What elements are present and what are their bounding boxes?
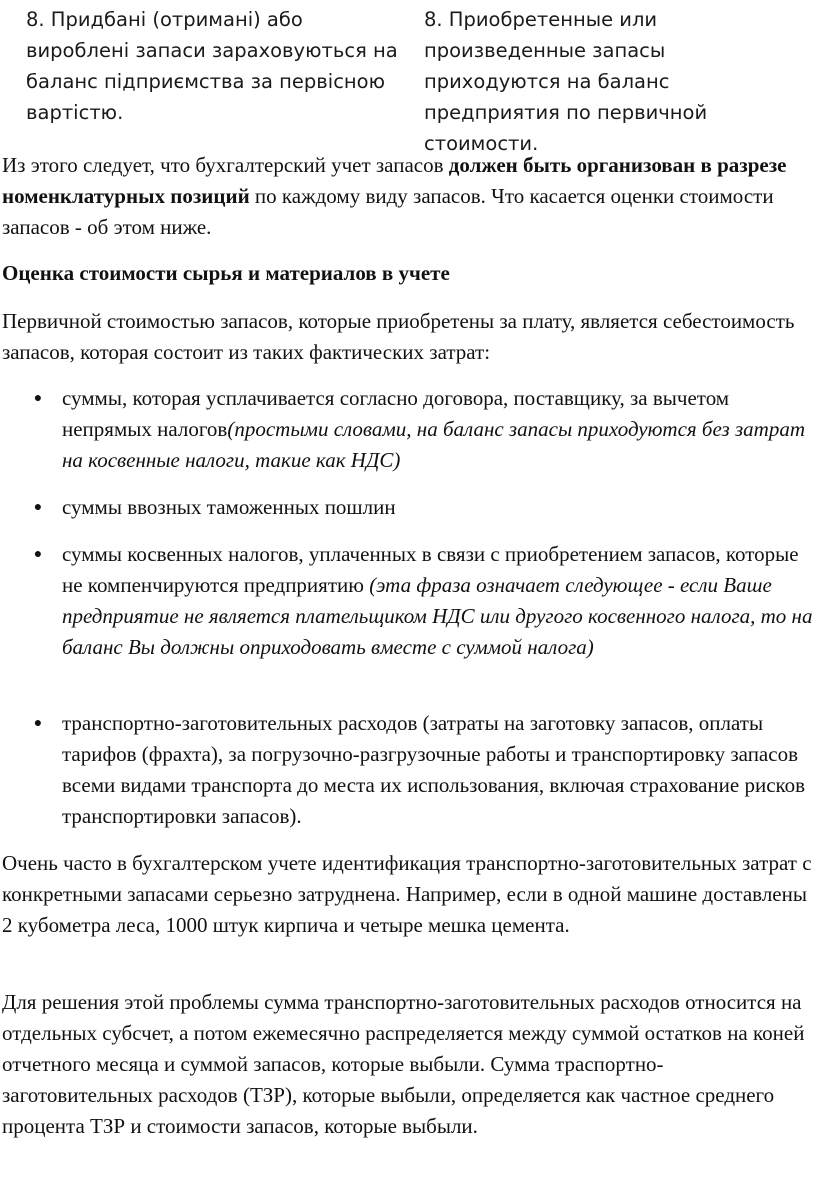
- list-item: [33, 539, 814, 663]
- list-item-text: транспортно-заготовительных расходов (затраты на заготовку запасов, оплаты тарифов (фрахта), за погрузочно-разгрузочные работы и транспортировку запасов всеми видами транспорта до места их использования, включая страхование рисков транспортировки запасов).: [62, 711, 806, 828]
- intro-bold-text: должен быть организован в разрезе номенклатурных позиций: [2, 153, 787, 208]
- list-item: [33, 708, 814, 832]
- intro-text-end: по каждому виду запасов. Что касается оценки стоимости запасов - об этом ниже.: [2, 184, 774, 239]
- paragraph-solution: Для решения этой проблемы сумма транспортно-заготовительных расходов относится на отдельных субсчет, а потом ежемесячно распределяется между суммой остатков на коней отчетного месяца и суммой запасов, которые выбыли. Сумма траспортно-заготовительных расходов (ТЗР), которые выбыли, определяется как частное среднего процента ТЗР и стоимости запасов, которые выбыли.: [2, 990, 805, 1138]
- list-item-note: (простыми словами, на баланс запасы приходуются без затрат на косвенные налоги, такие как НДС): [62, 417, 805, 472]
- list-item-text: суммы, которая усплачивается согласно договора, поставщику, за вычетом непрямых налогов: [62, 386, 730, 441]
- list-item-note: (эта фраза означает следующее - если Ваше предприятие не является плательщиком НДС или другого косвенного налога, то на баланс Вы должны оприходовать вместе с суммой налога): [62, 573, 813, 659]
- paragraph-transport: Очень часто в бухгалтерском учете идентификация транспортно-заготовительных затрат с конкретными запасами серьезно затруднена. Например, если в одной машине доставлены 2 кубометра леса, 1000 штук кирпича и четыре мешка цемента.: [2, 851, 812, 937]
- list-item: [33, 492, 814, 523]
- bullet-icon: ●: [33, 391, 43, 406]
- bullet-icon: ●: [33, 500, 43, 515]
- list-item-text: суммы косвенных налогов, уплаченных в связи с приобретением запасов, которые не компенчируются предприятию: [62, 542, 799, 597]
- russian-cell: 8. Приобретенные или произведенные запасы приходуются на баланс предприятия по первичной стоимости.: [424, 8, 708, 155]
- intro-text-start: Из этого следует, что бухгалтерский учет запасов: [2, 153, 449, 177]
- paragraph-intro: [2, 150, 814, 243]
- section-heading: Оценка стоимости сырья и материалов в учете: [2, 261, 450, 285]
- comparison-table: [0, 0, 816, 155]
- paragraph-definition: Первичной стоимостью запасов, которые приобретены за плату, является себестоимость запасов, которая состоит из таких фактических затрат:: [2, 309, 795, 364]
- ukrainian-cell: 8. Придбані (отримані) або вироблені запаси зараховуються на баланс підприємства за первісною вартістю.: [26, 8, 398, 124]
- list-item: [33, 383, 814, 476]
- bullet-icon: ●: [33, 716, 43, 731]
- list-item-text: суммы ввозных таможенных пошлин: [62, 495, 396, 519]
- bullet-icon: ●: [33, 547, 43, 562]
